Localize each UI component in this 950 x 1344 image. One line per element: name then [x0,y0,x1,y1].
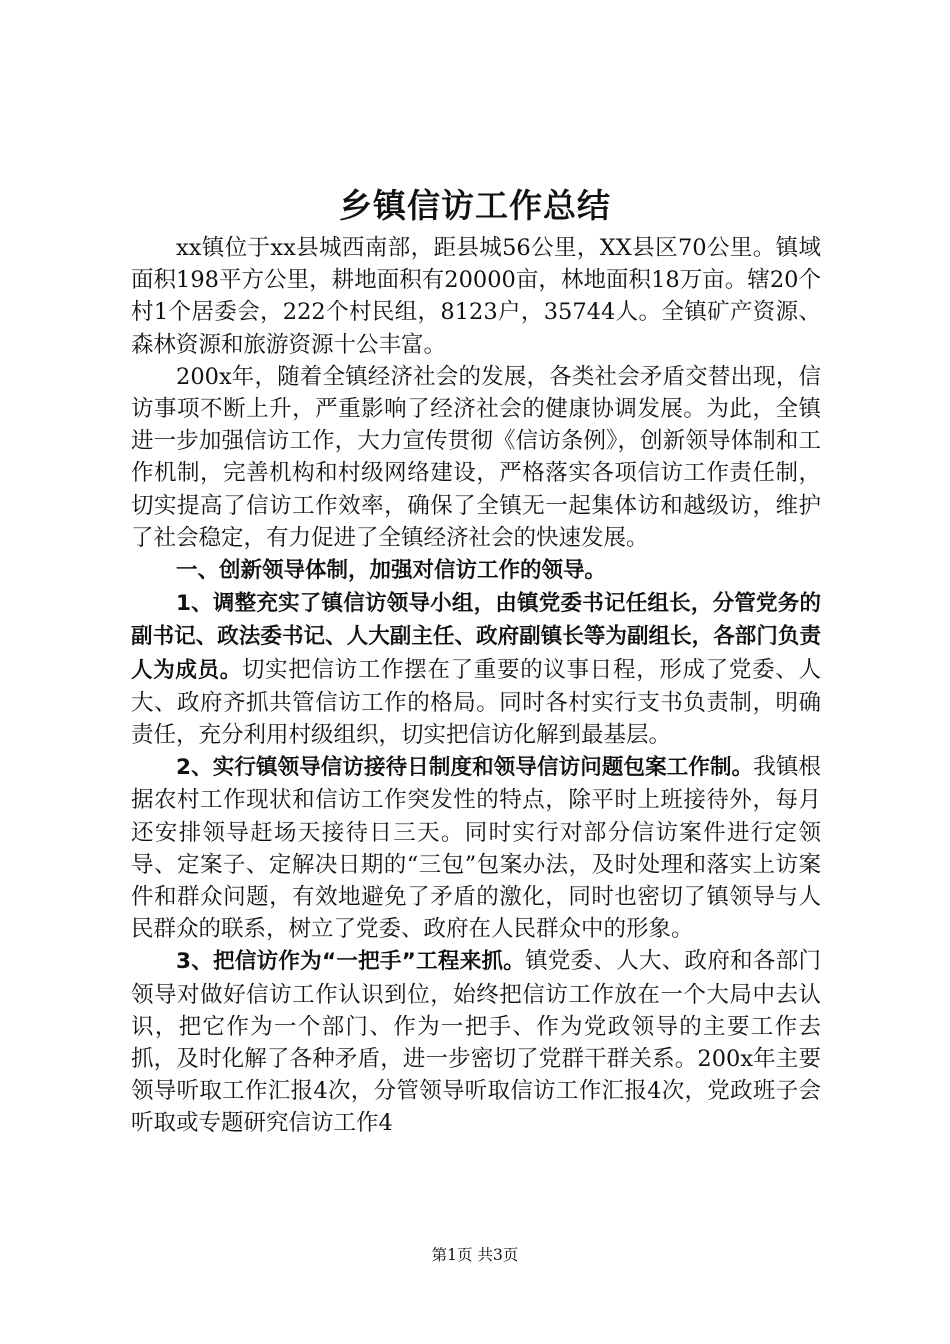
page-footer: 第1页 共3页 [431,1246,519,1264]
paragraph-item-1-lead: 1、调整充实了镇信访领导小组，由镇党委书记任组长，分管党务的副书记、政法委书记、人大副主任、政府副镇长等为副组长，各部门负责人为成员。 [131,591,821,683]
paragraph-item-2-lead: 2、实行镇领导信访接待日制度和领导信访问题包案工作制。 [176,755,754,781]
document-body [131,232,821,1140]
paragraph-item-2-text: 我镇根据农村工作现状和信访工作突发性的特点，除平时上班接待外，每月还安排领导赶场天接待日三天。同时实行对部分信访案件进行定领导、定案子、定解决日期的“三包”包案办法，及时处理和落实上访案件和群众问题，有效地避免了矛盾的激化，同时也密切了镇领导与人民群众的联系，树立了党委、政府在人民群众中的形象。 [131,754,821,943]
paragraph-1-text: xx镇位于xx县城西南部，距县城56公里，XX县区70公里。镇域面积198平方公里，耕地面积有20000亩，林地面积18万亩。辖20个村1个居委会，222个村民组，8123户，35744人。全镇矿产资源、森林资源和旅游资源十公丰富。 [131,235,821,358]
section-heading-1 [131,554,821,587]
section-heading-1-text: 一、创新领导体制，加强对信访工作的领导。 [176,558,607,584]
paragraph-item-2 [131,751,821,945]
paragraph-item-1-text: 切实把信访工作摆在了重要的议事日程，形成了党委、人大、政府齐抓共管信访工作的格局。同时各村实行支书负责制，明确责任，充分利用村级组织，切实把信访化解到最基层。 [131,656,821,749]
paragraph-item-1 [131,587,821,751]
document-title: 乡镇信访工作总结 [339,186,611,225]
paragraph-item-3 [131,945,821,1139]
paragraph-2 [131,361,821,554]
paragraph-2-text: 200x年，随着全镇经济社会的发展，各类社会矛盾交替出现，信访事项不断上升，严重影响了经济社会的健康协调发展。为此，全镇进一步加强信访工作，大力宣传贯彻《信访条例》，创新领导体制和工作机制，完善机构和村级网络建设，严格落实各项信访工作责任制，切实提高了信访工作效率，确保了全镇无一起集体访和越级访，维护了社会稳定，有力促进了全镇经济社会的快速发展。 [131,363,821,551]
paragraph-item-3-lead: 3、把信访作为“一把手”工程来抓。 [176,949,526,975]
paragraph-item-3-text: 镇党委、人大、政府和各部门领导对做好信访工作认识到位，始终把信访工作放在一个大局中去认识，把它作为一个部门、作为一把手、作为党政领导的主要工作去抓，及时化解了各种矛盾，进一步密切了党群干群关系。200x年主要领导听取工作汇报4次，分管领导听取信访工作汇报4次，党政班子会听取或专题研究信访工作4 [131,948,821,1137]
paragraph-1 [131,232,821,361]
